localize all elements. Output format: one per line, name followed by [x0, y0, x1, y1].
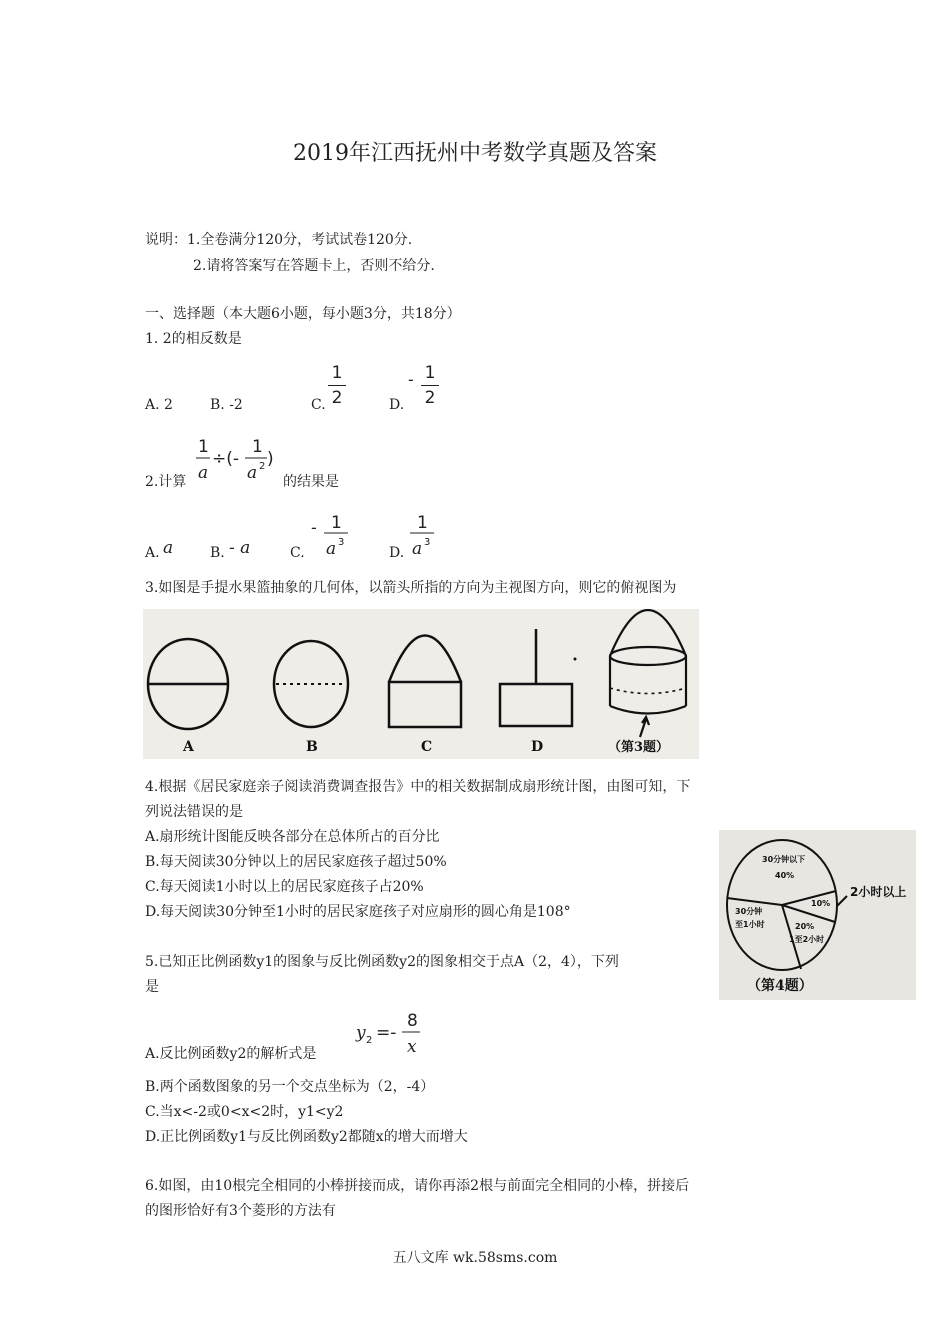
q2-suffix: 的结果是 [283, 474, 339, 490]
q5-option-a-formula [352, 1008, 432, 1060]
q2-option-c-sign: - [311, 518, 317, 537]
q3-label-c: C [421, 739, 433, 755]
svg-text:): ) [267, 449, 274, 469]
footer-watermark: 五八文库 wk.58sms.com [392, 1250, 558, 1266]
q4-option-a: A.扇形统计图能反映各部分在总体所占的百分比 [145, 829, 440, 845]
q2-option-a-label: A. [145, 545, 160, 561]
q2-option-d-fraction [408, 510, 438, 560]
q1-option-b: B. -2 [210, 397, 243, 413]
q5-option-b: B.两个函数图象的另一个交点坐标为（2，-4） [145, 1079, 435, 1095]
pie-label-30min-1h-b: 至1小时 [735, 920, 765, 929]
q1-option-c-fraction: 1 2 [328, 362, 346, 409]
q5-stem-line-1: 5.已知正比例函数y1的图象与反比例函数y2的图象相交于点A（2，4），下列 [145, 954, 619, 970]
notes-line-1: 说明：1.全卷满分120分，考试试卷120分. [145, 232, 413, 248]
pie-label-30min-1h-a: 30分钟 [735, 907, 763, 916]
q1-option-d-fraction: 1 2 [421, 362, 439, 409]
svg-text:2: 2 [259, 461, 266, 472]
svg-text:a: a [247, 463, 258, 483]
pie-callout-over-2h: 2小时以上 [850, 885, 907, 899]
q2-option-b-label: B. [210, 545, 225, 561]
pie-label-1h-2h: 1至2小时 [789, 935, 825, 944]
q3-figure [143, 609, 699, 759]
svg-text:÷(-: ÷(- [212, 449, 240, 469]
q2-option-b-value: - a [229, 538, 251, 558]
q4-option-c: C.每天阅读1小时以上的居民家庭孩子占20% [145, 879, 424, 895]
svg-text:3: 3 [424, 537, 431, 548]
pie-caption: （第4题） [747, 978, 813, 994]
q1-option-c-label: C. [311, 397, 326, 413]
svg-text:1: 1 [417, 513, 428, 533]
q5-option-c: C.当x<-2或0<x<2时，y1<y2 [145, 1104, 344, 1120]
svg-text:a: a [198, 463, 209, 483]
q1-option-a: A. 2 [145, 397, 173, 413]
svg-text:3: 3 [338, 537, 345, 548]
pie-pct-under-30min: 40% [775, 871, 795, 880]
q2-option-a-value: a [163, 538, 174, 558]
svg-text:1: 1 [331, 513, 342, 533]
q1-stem: 1. 2的相反数是 [145, 331, 242, 347]
pie-pct-over-2h: 10% [811, 899, 831, 908]
q4-option-d: D.每天阅读30分钟至1小时的居民家庭孩子对应扇形的圆心角是108° [145, 904, 571, 920]
svg-text:1: 1 [252, 437, 263, 457]
q2-prefix: 2.计算 [145, 474, 187, 490]
q5-option-d: D.正比例函数y1与反比例函数y2都随x的增大而增大 [145, 1129, 468, 1145]
q4-option-b: B.每天阅读30分钟以上的居民家庭孩子超过50% [145, 854, 447, 870]
q3-label-b: B [306, 739, 318, 755]
q2-option-c-label: C. [290, 545, 305, 561]
pie-label-under-30min: 30分钟以下 [762, 855, 806, 864]
page-title: 2019年江西抚州中考数学真题及答案 [293, 141, 657, 166]
svg-text:=-: =- [376, 1023, 397, 1043]
q4-stem-line-2: 列说法错误的是 [145, 804, 243, 820]
notes-line-2: 2.请将答案写在答题卡上，否则不给分. [193, 258, 435, 274]
section-heading: 一、选择题（本大题6小题，每小题3分，共18分） [145, 306, 461, 322]
svg-text:a: a [326, 539, 337, 559]
svg-text:y: y [356, 1023, 366, 1043]
q2-option-d-label: D. [389, 545, 405, 561]
q3-stem: 3.如图是手提水果篮抽象的几何体，以箭头所指的方向为主视图方向，则它的俯视图为 [145, 580, 677, 596]
svg-text:8: 8 [407, 1011, 418, 1031]
q3-label-d: D [531, 739, 544, 755]
q5-stem-line-2: 是 [145, 979, 159, 995]
q4-stem-line-1: 4.根据《居民家庭亲子阅读消费调查报告》中的相关数据制成扇形统计图，由图可知，下 [145, 779, 691, 795]
q6-stem-line-1: 6.如图，由10根完全相同的小棒拼接而成，请你再添2根与前面完全相同的小棒，拼接后 [145, 1178, 690, 1194]
q3-caption: （第3题） [608, 740, 670, 755]
q2-option-c-fraction [322, 510, 352, 560]
svg-text:2: 2 [366, 1035, 373, 1046]
q4-pie-figure [719, 830, 916, 1000]
q1-option-d-sign: - [408, 370, 414, 389]
svg-text:x: x [407, 1037, 417, 1057]
q2-expression [193, 434, 283, 488]
pie-pct-1h-2h: 20% [795, 922, 815, 931]
svg-text:a: a [412, 539, 423, 559]
q1-option-d-label: D. [389, 397, 405, 413]
q6-stem-line-2: 的图形恰好有3个菱形的方法有 [145, 1203, 336, 1219]
svg-text:1: 1 [198, 437, 209, 457]
q3-label-a: A [183, 739, 194, 755]
q5-option-a: A.反比例函数y2的解析式是 [145, 1046, 317, 1062]
